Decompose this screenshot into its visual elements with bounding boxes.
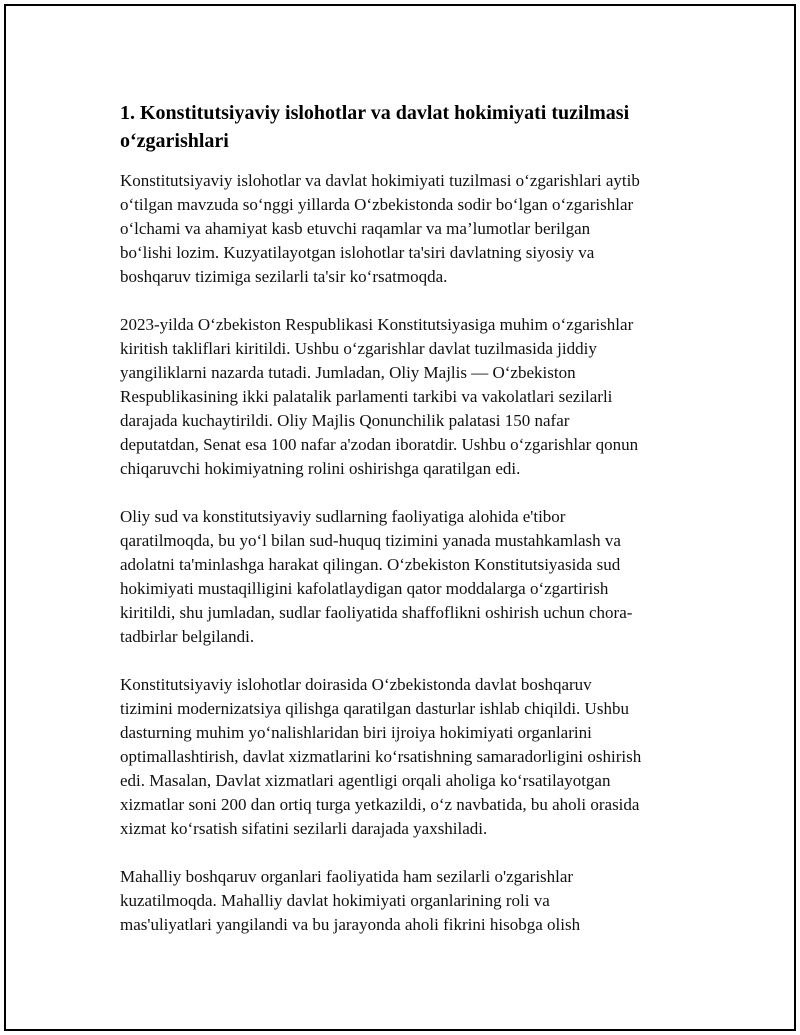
- paragraph: [120, 673, 695, 841]
- paragraph-line: edi. Masalan, Davlat xizmatlari agentligi orqali aholiga ko‘rsatilayotgan: [120, 771, 611, 790]
- paragraph-line: Mahalliy boshqaruv organlari faoliyatida ham sezilarli o'zgarishlar: [120, 867, 574, 886]
- paragraph-line: Konstitutsiyaviy islohotlar va davlat hokimiyati tuzilmasi o‘zgarishlari aytib: [120, 171, 640, 190]
- section-heading: [120, 99, 695, 155]
- paragraph-line: chiqaruvchi hokimiyatning rolini oshirishga qaratilgan edi.: [120, 459, 521, 478]
- paragraph-line: adolatni ta'minlashga harakat qilingan. O‘zbekiston Konstitutsiyasida sud: [120, 555, 621, 574]
- paragraph-line: hokimiyati mustaqilligini kafolatlaydigan qator moddalarga o‘zgartirish: [120, 579, 609, 598]
- paragraph-line: o‘lchami va ahamiyat kasb etuvchi raqamlar va ma’lumotlar berilgan: [120, 219, 591, 238]
- paragraph-line: 2023-yilda O‘zbekiston Respublikasi Konstitutsiyasiga muhim o‘zgarishlar: [120, 315, 634, 334]
- paragraph-line: boshqaruv tizimiga sezilarli ta'sir ko‘rsatmoqda.: [120, 267, 448, 286]
- paragraph-line: deputatdan, Senat esa 100 nafar a'zodan iboratdir. Ushbu o‘zgarishlar qonun: [120, 435, 639, 454]
- paragraph-line: optimallashtirish, davlat xizmatlarini ko‘rsatishning samaradorligini oshirish: [120, 747, 642, 766]
- paragraph-list: [120, 169, 695, 937]
- paragraph-line: qaratilmoqda, bu yo‘l bilan sud-huquq tizimini yanada mustahkamlash va: [120, 531, 621, 550]
- paragraph-line: kuzatilmoqda. Mahalliy davlat hokimiyati organlarining roli va: [120, 891, 550, 910]
- paragraph: [120, 865, 695, 937]
- paragraph-line: Oliy sud va konstitutsiyaviy sudlarning faoliyatiga alohida e'tibor: [120, 507, 566, 526]
- paragraph-line: tizimini modernizatsiya qilishga qaratilgan dasturlar ishlab chiqildi. Ushbu: [120, 699, 629, 718]
- paragraph: [120, 313, 695, 481]
- document-body: [120, 99, 695, 961]
- paragraph-line: yangiliklarni nazarda tutadi. Jumladan, Oliy Majlis — O‘zbekiston: [120, 363, 576, 382]
- heading-line: o‘zgarishlari: [120, 130, 229, 152]
- paragraph-line: kiritish takliflari kiritildi. Ushbu o‘zgarishlar davlat tuzilmasida jiddiy: [120, 339, 597, 358]
- paragraph: [120, 505, 695, 649]
- paragraph-line: Konstitutsiyaviy islohotlar doirasida O‘zbekistonda davlat boshqaruv: [120, 675, 592, 694]
- paragraph-line: Respublikasining ikki palatalik parlamenti tarkibi va vakolatlari sezilarli: [120, 387, 613, 406]
- paragraph-line: kiritildi, shu jumladan, sudlar faoliyatida shaffoflikni oshirish uchun chora-: [120, 603, 633, 622]
- paragraph-line: darajada kuchaytirildi. Oliy Majlis Qonunchilik palatasi 150 nafar: [120, 411, 570, 430]
- paragraph-line: tadbirlar belgilandi.: [120, 627, 255, 646]
- paragraph-line: xizmat ko‘rsatish sifatini sezilarli darajada yaxshiladi.: [120, 819, 488, 838]
- paragraph: [120, 169, 695, 289]
- heading-line: 1. Konstitutsiyaviy islohotlar va davlat hokimiyati tuzilmasi: [120, 102, 630, 124]
- paragraph-line: bo‘lishi lozim. Kuzyatilayotgan islohotlar ta'siri davlatning siyosiy va: [120, 243, 595, 262]
- paragraph-line: mas'uliyatlari yangilandi va bu jarayonda aholi fikrini hisobga olish: [120, 915, 581, 934]
- paragraph-line: o‘tilgan mavzuda so‘nggi yillarda O‘zbekistonda sodir bo‘lgan o‘zgarishlar: [120, 195, 634, 214]
- paragraph-line: dasturning muhim yo‘nalishlaridan biri ijroiya hokimiyati organlarini: [120, 723, 592, 742]
- document-page: [4, 4, 796, 1031]
- paragraph-line: xizmatlar soni 200 dan ortiq turga yetkazildi, o‘z navbatida, bu aholi orasida: [120, 795, 640, 814]
